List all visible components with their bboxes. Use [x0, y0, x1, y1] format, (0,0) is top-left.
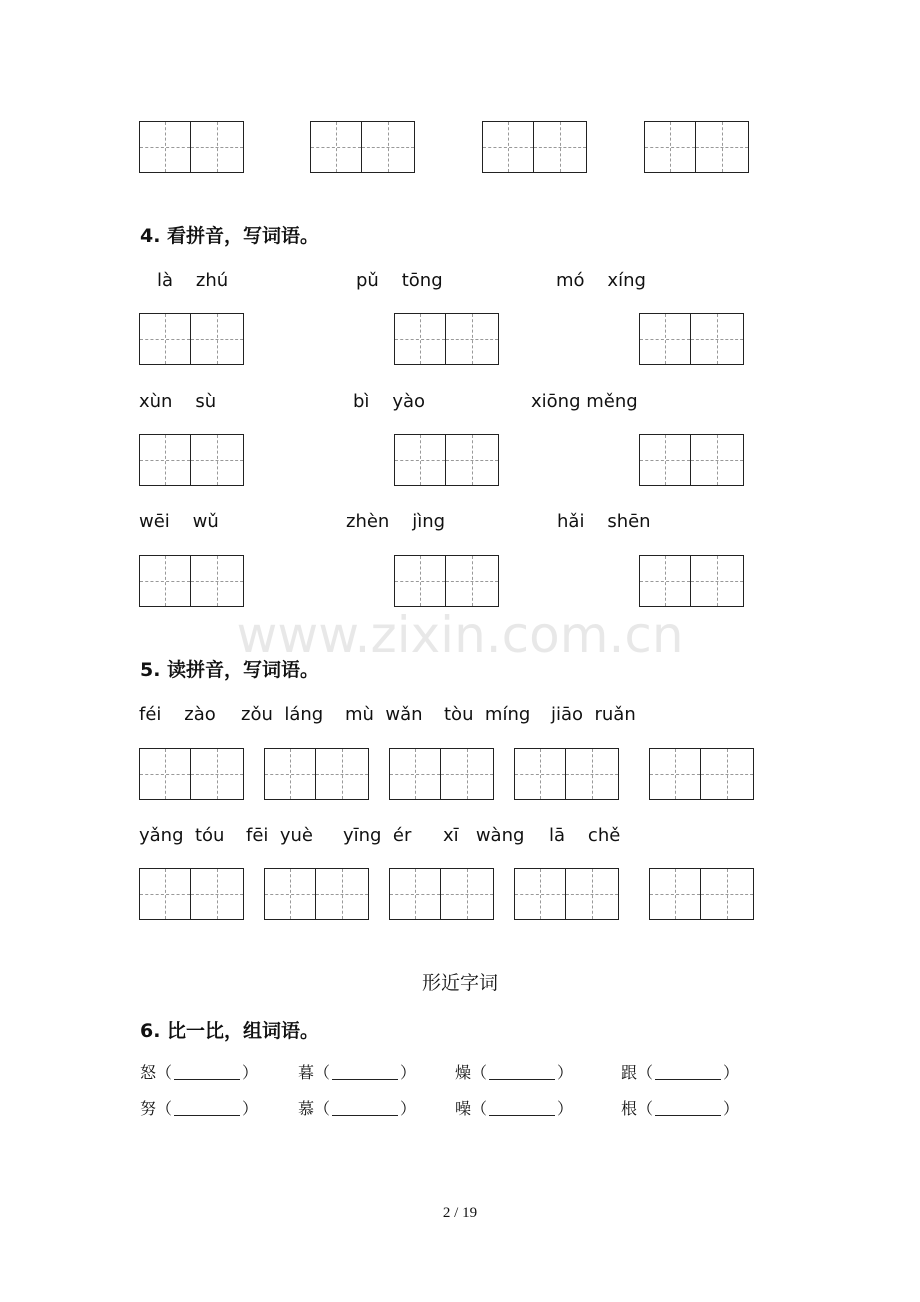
writing-grid[interactable] — [649, 748, 754, 800]
char-cell[interactable] — [644, 121, 696, 173]
compare-item[interactable]: 暮（ ） — [298, 1063, 417, 1082]
writing-grid[interactable] — [139, 121, 244, 173]
char-cell[interactable] — [649, 868, 701, 920]
pinyin-label: zǒu láng — [241, 704, 324, 725]
compare-item[interactable]: 努（ ） — [140, 1099, 259, 1118]
writing-grid[interactable] — [394, 555, 499, 607]
char-cell[interactable] — [566, 868, 619, 920]
pinyin-label: tòu míng — [444, 704, 531, 725]
compare-char: 噪 — [455, 1099, 472, 1118]
char-cell[interactable] — [264, 868, 316, 920]
char-cell[interactable] — [639, 434, 691, 486]
char-cell[interactable] — [441, 748, 494, 800]
compare-item[interactable]: 根（ ） — [621, 1099, 740, 1118]
writing-grid[interactable] — [264, 748, 369, 800]
char-cell[interactable] — [446, 313, 499, 365]
writing-grid[interactable] — [649, 868, 754, 920]
writing-grid[interactable] — [482, 121, 587, 173]
pinyin-label: bì yào — [353, 391, 426, 412]
answer-blank[interactable] — [332, 1065, 398, 1080]
compare-item[interactable]: 怒（ ） — [140, 1063, 259, 1082]
char-cell[interactable] — [191, 121, 244, 173]
answer-blank[interactable] — [489, 1101, 555, 1116]
compare-char: 暮 — [298, 1063, 315, 1082]
answer-blank[interactable] — [655, 1065, 721, 1080]
section5-heading: 5. 读拼音，写词语。 — [140, 659, 320, 681]
section4-heading: 4. 看拼音，写词语。 — [140, 225, 320, 247]
pinyin-label: yǎng tóu — [139, 825, 225, 846]
char-cell[interactable] — [649, 748, 701, 800]
pinyin-label: féi zào — [139, 704, 216, 725]
answer-blank[interactable] — [489, 1065, 555, 1080]
char-cell[interactable] — [139, 555, 191, 607]
char-cell[interactable] — [394, 555, 446, 607]
char-cell[interactable] — [446, 555, 499, 607]
writing-grid[interactable] — [139, 555, 244, 607]
char-cell[interactable] — [566, 748, 619, 800]
char-cell[interactable] — [191, 313, 244, 365]
char-cell[interactable] — [139, 434, 191, 486]
writing-grid[interactable] — [639, 555, 744, 607]
compare-char: 根 — [621, 1099, 638, 1118]
char-cell[interactable] — [514, 748, 566, 800]
writing-grid[interactable] — [644, 121, 749, 173]
pinyin-label: xī wàng — [443, 825, 525, 846]
pinyin-label: là zhú — [157, 270, 229, 291]
char-cell[interactable] — [534, 121, 587, 173]
compare-char: 跟 — [621, 1063, 638, 1082]
char-cell[interactable] — [639, 555, 691, 607]
writing-grid[interactable] — [139, 868, 244, 920]
char-cell[interactable] — [514, 868, 566, 920]
answer-blank[interactable] — [655, 1101, 721, 1116]
writing-grid[interactable] — [389, 748, 494, 800]
char-cell[interactable] — [191, 555, 244, 607]
char-cell[interactable] — [139, 868, 191, 920]
pinyin-label: wēi wǔ — [139, 511, 219, 532]
pinyin-label: zhèn jìng — [346, 511, 446, 532]
answer-blank[interactable] — [174, 1065, 240, 1080]
char-cell[interactable] — [691, 434, 744, 486]
compare-item[interactable]: 噪（ ） — [455, 1099, 574, 1118]
writing-grid[interactable] — [264, 868, 369, 920]
char-cell[interactable] — [389, 748, 441, 800]
char-cell[interactable] — [701, 868, 754, 920]
pinyin-label: jiāo ruǎn — [551, 704, 636, 725]
section6-heading: 6. 比一比，组词语。 — [140, 1020, 320, 1042]
pinyin-label: yīng ér — [343, 825, 412, 846]
char-cell[interactable] — [639, 313, 691, 365]
writing-grid[interactable] — [139, 434, 244, 486]
char-cell[interactable] — [362, 121, 415, 173]
compare-char: 努 — [140, 1099, 157, 1118]
answer-blank[interactable] — [174, 1101, 240, 1116]
char-cell[interactable] — [389, 868, 441, 920]
char-cell[interactable] — [691, 313, 744, 365]
char-cell[interactable] — [446, 434, 499, 486]
char-cell[interactable] — [691, 555, 744, 607]
writing-grid[interactable] — [389, 868, 494, 920]
writing-grid[interactable] — [639, 313, 744, 365]
compare-char: 怒 — [140, 1063, 157, 1082]
compare-item[interactable]: 跟（ ） — [621, 1063, 740, 1082]
pinyin-label: xiōng měng — [531, 391, 638, 412]
writing-grid[interactable] — [639, 434, 744, 486]
char-cell[interactable] — [696, 121, 749, 173]
page-number: 2 / 19 — [442, 1205, 478, 1221]
char-cell[interactable] — [316, 868, 369, 920]
char-cell[interactable] — [394, 313, 446, 365]
watermark: www.zixin.com.cn — [236, 606, 684, 664]
compare-item[interactable]: 慕（ ） — [298, 1099, 417, 1118]
writing-grid[interactable] — [394, 434, 499, 486]
pinyin-label: mó xíng — [556, 270, 646, 291]
writing-grid[interactable] — [139, 748, 244, 800]
pinyin-label: lā chě — [549, 825, 621, 846]
char-cell[interactable] — [139, 748, 191, 800]
char-cell[interactable] — [139, 121, 191, 173]
compare-char: 燥 — [455, 1063, 472, 1082]
char-cell[interactable] — [139, 313, 191, 365]
writing-grid[interactable] — [514, 748, 619, 800]
char-cell[interactable] — [191, 868, 244, 920]
writing-grid[interactable] — [310, 121, 415, 173]
char-cell[interactable] — [264, 748, 316, 800]
pinyin-label: xùn sù — [139, 391, 217, 412]
char-cell[interactable] — [701, 748, 754, 800]
char-cell[interactable] — [191, 434, 244, 486]
compare-item[interactable]: 燥（ ） — [455, 1063, 574, 1082]
char-cell[interactable] — [316, 748, 369, 800]
writing-grid[interactable] — [139, 313, 244, 365]
pinyin-label: hǎi shēn — [557, 511, 651, 532]
pinyin-label: mù wǎn — [345, 704, 423, 725]
answer-blank[interactable] — [332, 1101, 398, 1116]
writing-grid[interactable] — [394, 313, 499, 365]
char-cell[interactable] — [191, 748, 244, 800]
pinyin-label: pǔ tōng — [356, 270, 443, 291]
pinyin-label: fēi yuè — [246, 825, 313, 846]
char-cell[interactable] — [482, 121, 534, 173]
char-cell[interactable] — [310, 121, 362, 173]
compare-char: 慕 — [298, 1099, 315, 1118]
char-cell[interactable] — [441, 868, 494, 920]
section-title: 形近字词 — [421, 972, 498, 994]
char-cell[interactable] — [394, 434, 446, 486]
writing-grid[interactable] — [514, 868, 619, 920]
